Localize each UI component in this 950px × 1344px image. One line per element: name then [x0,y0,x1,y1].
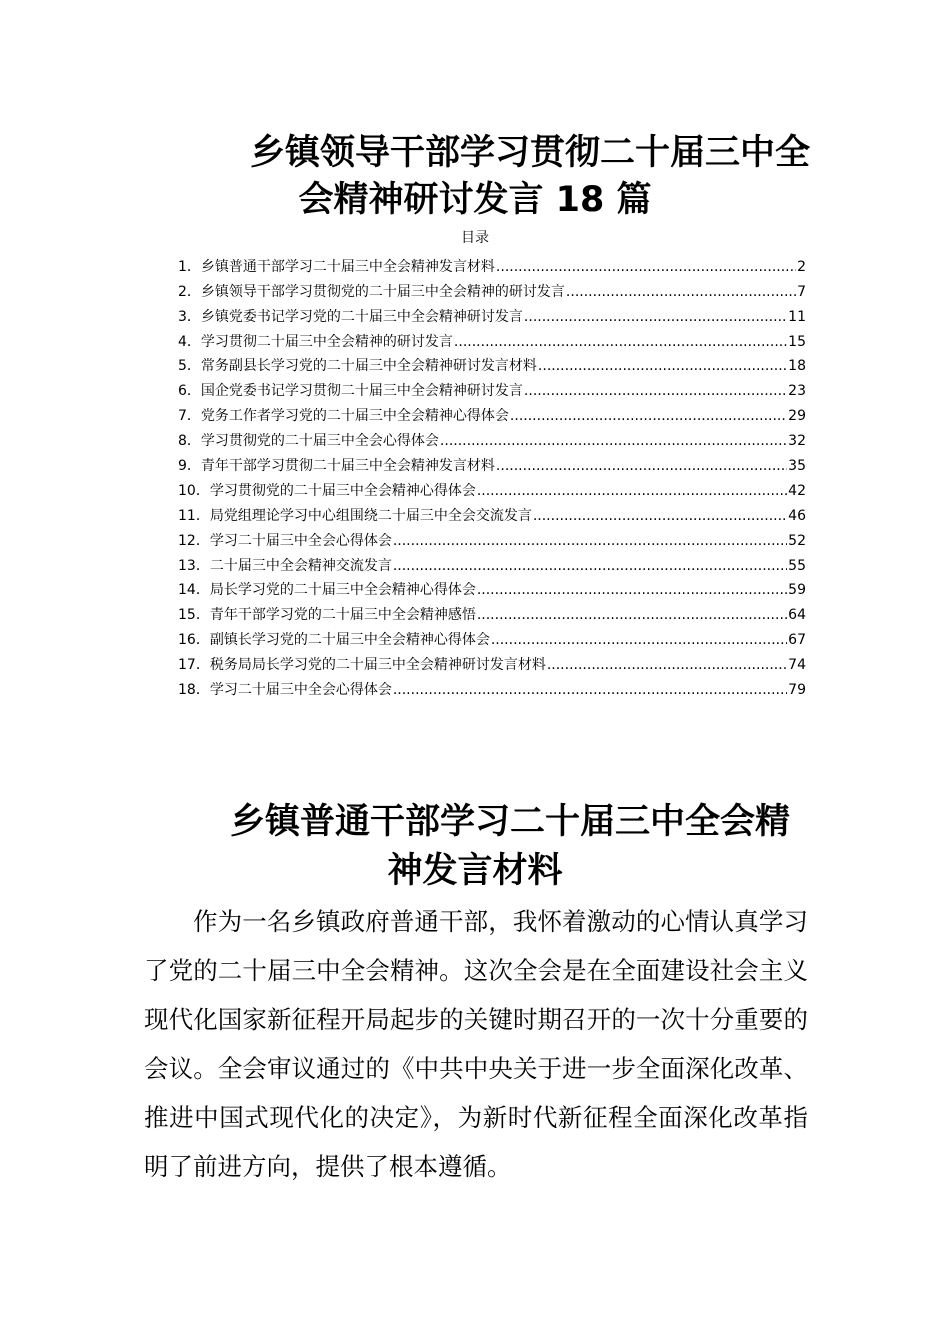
toc-entry[interactable] [178,475,806,500]
toc-entry-number: 17． [178,657,210,674]
toc-leader-dots [477,482,787,500]
document-title-line-1: 乡镇领导干部学习贯彻二十届三中全 [249,133,810,173]
toc-leader-dots [533,507,787,525]
toc-entry[interactable] [178,425,806,450]
toc-entry-number: 2． [178,283,201,300]
toc-leader-dots [393,532,787,550]
section-paragraph: 作为一名乡镇政府普通干部，我怀着激动的心情认真学习了党的二十届三中全会精神。这次全会是在全面建设社会主义现代化国家新征程开局起步的关键时期召开的一次十分重要的会议。全会审议通过的《中共中央关于进一步全面深化改革、推进中国式现代化的决定》，为新时代新征程全面深化改革指明了前进方向，提供了根本遵循。 [144,907,808,1181]
toc-entry[interactable] [178,550,806,575]
toc-entry-title: 局长学习党的二十届三中全会精神心得体会 [209,582,476,599]
toc-leader-dots [477,606,787,624]
toc-entry-title: 乡镇领导干部学习贯彻党的二十届三中全会精神的研讨发言 [200,283,565,300]
section-title-line-1: 乡镇普通干部学习二十届三中全会精 [229,802,790,842]
toc-entry-page: 46 [788,507,806,524]
document-title-line-2: 会精神研讨发言 18 篇 [298,180,652,220]
toc-entry-title: 学习贯彻二十届三中全会精神的研讨发言 [200,333,453,350]
toc-entry-number: 5． [178,358,201,375]
toc-entry-title: 青年干部学习贯彻二十届三中全会精神发言材料 [200,458,495,475]
toc-entry-page: 18 [788,358,806,375]
toc-leader-dots [547,656,787,674]
toc-leader-dots [440,432,787,450]
toc-entry-page: 42 [788,482,806,499]
toc-leader-dots [496,258,796,276]
toc-leader-dots [524,382,787,400]
toc-entry-title: 学习贯彻党的二十届三中全会精神心得体会 [209,482,476,499]
toc-entry-page: 79 [788,682,806,699]
toc-entry-title: 党务工作者学习党的二十届三中全会精神心得体会 [200,408,509,425]
toc-entry-number: 9． [178,458,201,475]
toc-entry-number: 8． [178,433,201,450]
toc-entry[interactable] [178,500,806,525]
toc-entry-number: 6． [178,383,201,400]
toc-leader-dots [510,407,787,425]
toc-entry-number: 13． [178,557,210,574]
toc-entry[interactable] [178,276,806,301]
toc-entry-number: 14． [178,582,210,599]
toc-entry-number: 10． [178,482,210,499]
toc-entry-title: 乡镇党委书记学习党的二十届三中全会精神研讨发言 [200,308,523,325]
toc-entry[interactable] [178,450,806,475]
toc-entry-page: 74 [788,657,806,674]
toc-entry-title: 国企党委书记学习贯彻二十届三中全会精神研讨发言 [200,383,523,400]
toc-entry-page: 59 [788,582,806,599]
toc-entry-title: 税务局局长学习党的二十届三中全会精神研讨发言材料 [209,657,546,674]
toc-entry[interactable] [178,575,806,600]
toc-entry-page: 15 [788,333,806,350]
toc-entry-number: 18． [178,682,210,699]
table-of-contents [178,251,806,699]
toc-leader-dots [566,283,796,301]
toc-entry-page: 2 [797,258,806,275]
toc-leader-dots [491,631,787,649]
toc-entry-number: 16． [178,632,210,649]
toc-entry-number: 7． [178,408,201,425]
toc-leader-dots [477,581,787,599]
toc-entry-page: 7 [797,283,806,300]
toc-entry-title: 二十届三中全会精神交流发言 [209,557,392,574]
toc-entry[interactable] [178,400,806,425]
toc-entry[interactable] [178,649,806,674]
toc-entry[interactable] [178,251,806,276]
toc-entry-number: 15． [178,607,210,624]
toc-leader-dots [393,557,787,575]
toc-entry-page: 52 [788,532,806,549]
toc-entry-title: 学习二十届三中全会心得体会 [209,532,392,549]
toc-entry[interactable] [178,301,806,326]
toc-entry-page: 64 [788,607,806,624]
toc-entry-number: 1． [178,258,201,275]
toc-entry[interactable] [178,674,806,699]
toc-entry-number: 3． [178,308,201,325]
toc-entry-title: 学习贯彻党的二十届三中全会心得体会 [200,433,439,450]
toc-entry-page: 29 [788,408,806,425]
toc-entry[interactable] [178,624,806,649]
toc-entry-page: 35 [788,458,806,475]
toc-entry[interactable] [178,375,806,400]
toc-entry[interactable] [178,525,806,550]
toc-leader-dots [393,681,787,699]
toc-leader-dots [496,457,787,475]
toc-entry-page: 55 [788,557,806,574]
toc-entry-page: 23 [788,383,806,400]
toc-heading: 目录 [461,230,489,246]
toc-entry[interactable] [178,599,806,624]
toc-entry-title: 青年干部学习党的二十届三中全会精神感悟 [209,607,476,624]
toc-leader-dots [454,333,787,351]
toc-entry-number: 4． [178,333,201,350]
toc-entry-page: 32 [788,433,806,450]
toc-entry[interactable] [178,351,806,376]
toc-entry-page: 11 [788,308,806,325]
toc-entry-title: 局党组理论学习中心组围绕二十届三中全会交流发言 [209,507,532,524]
section-title-line-2: 神发言材料 [387,851,563,891]
toc-entry-title: 常务副县长学习党的二十届三中全会精神研讨发言材料 [200,358,537,375]
toc-entry-title: 乡镇普通干部学习二十届三中全会精神发言材料 [200,258,495,275]
toc-leader-dots [538,357,787,375]
toc-entry-page: 67 [788,632,806,649]
toc-entry-title: 副镇长学习党的二十届三中全会精神心得体会 [209,632,490,649]
toc-entry-number: 12． [178,532,210,549]
toc-entry-number: 11． [178,507,210,524]
toc-entry-title: 学习二十届三中全会心得体会 [209,682,392,699]
toc-entry[interactable] [178,326,806,351]
toc-leader-dots [524,308,787,326]
